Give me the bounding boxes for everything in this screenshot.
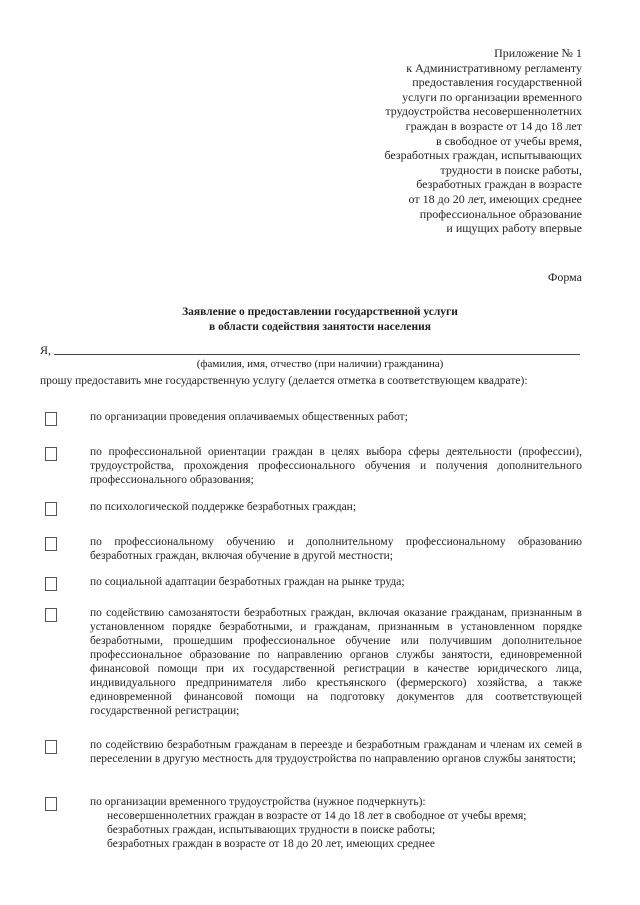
option-checkbox[interactable] bbox=[45, 412, 57, 426]
option-text: по социальной адаптации безработных граждан на рынке труда; bbox=[90, 576, 405, 588]
appendix-line: в свободное от учебы время, bbox=[435, 133, 582, 148]
applicant-caption: (фамилия, имя, отчество (при наличии) гражданина) bbox=[196, 358, 444, 370]
option-checkbox[interactable] bbox=[45, 502, 57, 516]
appendix-header bbox=[322, 46, 582, 236]
option-checkbox[interactable] bbox=[45, 797, 57, 811]
option-checkbox[interactable] bbox=[45, 608, 57, 622]
request-intro: прошу предоставить мне государственную услугу (делается отметка в соответствующем квадрате): bbox=[40, 375, 528, 387]
option-checkbox[interactable] bbox=[45, 577, 57, 591]
appendix-line: профессиональное образование bbox=[419, 206, 582, 221]
option-sub-item[interactable]: несовершеннолетних граждан в возрасте от 14 до 18 лет в свободное от учебы время; bbox=[107, 810, 527, 822]
option-checkbox[interactable] bbox=[45, 537, 57, 551]
option-checkbox[interactable] bbox=[45, 447, 57, 461]
option-text: по содействию самозанятости безработных граждан, включая оказание гражданам, признанным в установленном порядке безработными, и гражданам, признанным в установленном порядке безработными, прошедшим профессиональное обучение или получившим дополнительное профессиональное образование по направлению органов службы занятости, единовременной финансовой помощи при их государственной регистрации в качестве юридического лица, индивидуального предпринимателя либо крестьянского (фермерского) хозяйства, а также единовременной финансовой помощи на подготовку документов для соответствующей государственной регистрации; bbox=[90, 607, 582, 717]
appendix-line: граждан в возрасте от 14 до 18 лет bbox=[405, 118, 582, 133]
option-sub-item[interactable]: безработных граждан в возрасте от 18 до 20 лет, имеющих среднее bbox=[107, 838, 435, 850]
appendix-line: безработных граждан, испытывающих bbox=[384, 148, 582, 163]
option-checkbox[interactable] bbox=[45, 740, 57, 754]
appendix-line: услуги по организации временного bbox=[402, 89, 582, 104]
applicant-prefix: Я, bbox=[40, 343, 52, 357]
option-text: по профессиональному обучению и дополнительному профессиональному образованию безработных граждан, включая обучение в другой местности; bbox=[90, 536, 582, 562]
option-text: по психологической поддержке безработных граждан; bbox=[90, 501, 357, 513]
option-text: по организации проведения оплачиваемых общественных работ; bbox=[90, 411, 408, 423]
appendix-line: и ищущих работу впервые bbox=[446, 221, 582, 236]
appendix-line: предоставления государственной bbox=[412, 75, 582, 90]
option-text: по содействию безработным гражданам в переезде и безработным гражданам и членам их семей в переселении в другую местность для трудоустройства по направлению органов службы занятости; bbox=[90, 739, 582, 765]
option-lead: по организации временного трудоустройства (нужное подчеркнуть): bbox=[90, 796, 426, 808]
title-line-1: Заявление о предоставлении государственной услуги bbox=[182, 306, 458, 318]
form-label: Форма bbox=[547, 270, 582, 284]
option-text: по профессиональной ориентации граждан в целях выбора сферы деятельности (профессии), трудоустройства, прохождения профессионального обучения и получения дополнительного профессионального образования; bbox=[90, 446, 582, 486]
appendix-line: Приложение № 1 bbox=[494, 46, 582, 60]
appendix-line: трудоустройства несовершеннолетних bbox=[385, 104, 582, 119]
option-sub-item[interactable]: безработных граждан, испытывающих трудности в поиске работы; bbox=[107, 824, 436, 836]
appendix-line: трудности в поиске работы, bbox=[440, 162, 582, 177]
appendix-line: к Административному регламенту bbox=[406, 60, 582, 75]
applicant-row bbox=[40, 343, 580, 357]
option-text-group bbox=[90, 795, 582, 851]
appendix-line: от 18 до 20 лет, имеющих среднее bbox=[408, 191, 582, 206]
applicant-name-line[interactable] bbox=[54, 354, 580, 355]
appendix-line: безработных граждан в возрасте bbox=[416, 177, 582, 192]
document-title bbox=[80, 305, 560, 335]
title-line-2: в области содействия занятости населения bbox=[209, 321, 431, 333]
